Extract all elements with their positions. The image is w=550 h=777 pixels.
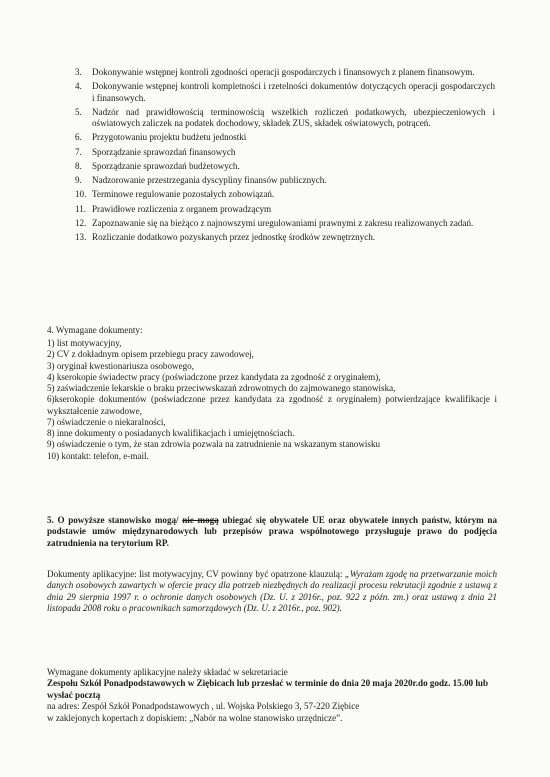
duty-text: Prawidłowe rozliczenia z organem prowadzącym <box>92 203 272 214</box>
requirement-item: 6)kserokopie dokumentów (poświadczone przez kandydata za zgodność z oryginałem) potwierdzające kwalifikacje i wykształcenie zawodowe, <box>47 394 497 416</box>
duty-text: Nadzorowanie przestrzegania dyscypliny finansów publicznych. <box>92 175 327 186</box>
submission-intro: Wymagane dokumenty aplikacyjne należy składać w sekretariacie <box>47 667 288 677</box>
duty-number: 11. <box>75 203 87 214</box>
requirement-item: 5) zaświadczenie lekarskie o braku przeciwwskazań zdrowotnych do zajmowanego stanowiska, <box>47 383 396 393</box>
submission-address: na adres: Zespół Szkół Ponadpodstawowych , ul. Wojska Polskiego 3, 57-220 Ziębice <box>47 701 360 712</box>
duty-text: Dokonywanie wstępnej kontroli kompletności i rzetelności dokumentów dotyczących operacji gospodarczych i finansowych. <box>92 81 495 103</box>
requirement-item: 4) kserokopie świadectw pracy (poświadczone przez kandydata za zgodność z oryginałem), <box>47 371 381 382</box>
duty-item <box>75 132 495 143</box>
requirement-item: 9) oświadczenie o tym, że stan zdrowia pozwala na zatrudnienie na wskazanym stanowisku <box>47 439 381 450</box>
submission-deadline: Zespołu Szkół Ponadpodstawowych w Ziębicach lub przesłać w terminie do dnia 20 maja 2020r.do godz. 15.00 lub wysłać pocztą <box>47 678 489 700</box>
duty-number: 12. <box>75 218 87 229</box>
duty-text: Zapoznawanie się na bieżąco z najnowszymi uregulowaniami prawnymi z zakresu realizowanych zadań. <box>92 218 474 229</box>
duty-item <box>75 204 495 215</box>
duty-item <box>75 189 495 200</box>
duty-text: Rozliczanie dodatkowo pozyskanych przez jednostkę środków zewnętrznych. <box>92 232 376 243</box>
duty-number: 5. <box>75 106 82 117</box>
duty-number: 8. <box>75 160 82 171</box>
duty-item <box>75 232 495 243</box>
duty-item <box>75 161 495 172</box>
duty-number: 6. <box>75 132 82 143</box>
duty-item <box>75 175 495 186</box>
duty-number: 10. <box>75 189 87 200</box>
requirement-item: 2) CV z dokładnym opisem przebiegu pracy zawodowej, <box>47 349 254 360</box>
duty-text: Nadzór nad prawidłowością terminowością wszelkich rozliczeń podatkowych, ubezpieczeniowych i oświatowych zaliczek na podatek dochodowy, składek ZUS, składek oświatowych, potrąceń. <box>92 106 495 128</box>
clause-quote: „Wyrażam zgodę na przetwarzanie moich danych osobowych zawartych w ofercie pracy dla potrzeb niezbędnych do realizacji procesu rekrutacji zgodnie z ustawą z dnia 29 sierpnia 1997 r. o ochronie danych osobowych (Dz. U. z 2016r., poz. 922 z późn. zm.) oraz ustawą z dnia 21 listopada 2008 roku o pracownikach samorządowych (Dz. U. z 2016r., poz. 902). <box>47 569 497 614</box>
requirement-item: 1) list motywacyjny, <box>47 338 122 348</box>
requirement-item: 7) oświadczenie o niekaralności, <box>47 416 166 427</box>
duty-text: Dokonywanie wstępnej kontroli zgodności operacji gospodarczych i finansowych z planem finansowym. <box>92 67 475 77</box>
clause-lead: Dokumenty aplikacyjne: list motywacyjny, CV powinny być opatrzone klauzulą: <box>47 569 345 579</box>
duty-number: 7. <box>75 146 82 157</box>
eligibility-paragraph <box>47 515 497 549</box>
submission-paragraph <box>47 667 497 724</box>
duty-item <box>75 67 495 78</box>
duty-number: 4. <box>75 81 82 92</box>
submission-envelope-note: w zaklejonych kopertach z dopiskiem: „Nabór na wolne stanowisko urzędnicze”. <box>47 712 343 723</box>
consent-clause-paragraph <box>47 569 497 615</box>
duty-item <box>75 147 495 158</box>
eligibility-lead: 5. O powyższe stanowisko mogą/ <box>47 515 183 525</box>
duty-number: 13. <box>75 232 87 243</box>
requirement-item: 3) oryginał kwestionariusza osobowego, <box>47 360 194 371</box>
duty-text: Terminowe regulowanie pozostałych zobowiązań. <box>92 189 275 200</box>
requirement-item: 10) kontakt: telefon, e-mail. <box>47 450 149 461</box>
struck-text: nie mogą <box>182 515 219 525</box>
duty-item <box>75 81 495 103</box>
requirement-item: 8) inne dokumenty o posiadanych kwalifikacjach i umiejętnościach. <box>47 428 295 438</box>
requirements-heading: 4. Wymagane dokumenty: <box>47 325 143 335</box>
eligibility-rest: ubiegać się obywatele UE oraz obywatele innych państw, którym na podstawie umów międzynarodowych lub przepisów prawa wspólnotowego przysługuje prawo do podjęcia zatrudnienia na terytorium RP. <box>47 515 497 548</box>
duties-list <box>75 67 495 247</box>
duty-text: Sporządzanie sprawozdań budżetowych. <box>92 160 240 171</box>
duty-text: Przygotowaniu projektu budżetu jednostki <box>92 132 247 143</box>
requirements-list <box>47 338 497 462</box>
duty-item <box>75 107 495 129</box>
duty-number: 3. <box>75 67 82 77</box>
duty-number: 9. <box>75 175 82 186</box>
duty-text: Sporządzanie sprawozdań finansowych <box>92 146 236 157</box>
duty-item <box>75 218 495 229</box>
